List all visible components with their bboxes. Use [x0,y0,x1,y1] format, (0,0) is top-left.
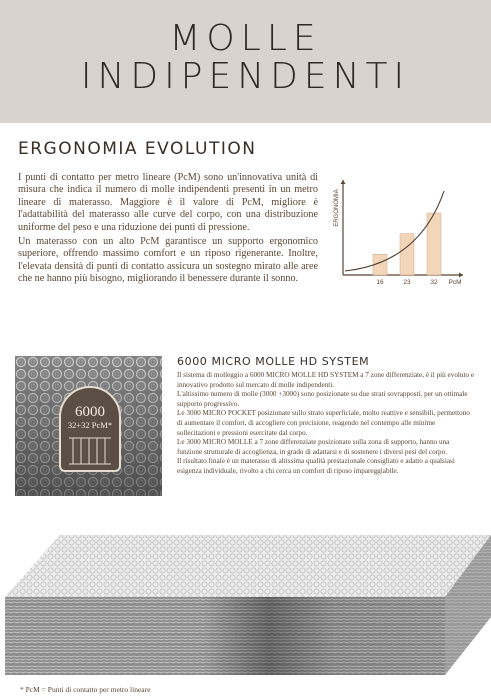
section-title: ERGONOMIA EVOLUTION [18,139,257,159]
spring-count-badge [59,386,121,472]
system-paragraph: Le 3000 MICRO MOLLE a 7 zone differenziate posizionate sulla zona di supporto, hanno una funzione strutturale di accoglienza, in grado di adattarsi e di sostenere i diversi pesi del corpo. [177,438,450,456]
header-banner [0,0,491,123]
mattress-illustration [5,525,491,680]
x-tick-label: 16 [376,279,384,286]
x-tick-label: 32 [430,279,438,286]
page-title-line1: MOLLE [169,18,322,59]
springs-photo [15,356,162,496]
system-title: 6000 MICRO MOLLE HD SYSTEM [177,355,370,368]
page-title-line2: INDIPENDENTI [80,56,411,97]
badge-count: 6000 [75,404,105,420]
section-paragraph-2: Un materasso con un alto PcM garantisce un supporto ergonomico superiore, offrendo massimo comfort e un riposo rigenerante. Inoltre, l'elevata densità di punti di contatto assicura un sostegno mirato alle aree che ne hanno più bisogno, migliorando il benessere durante il sonno. [18,236,318,285]
ergonomia-chart [325,165,475,290]
x-axis-label: PcM [448,279,462,286]
system-paragraph: Le 3000 MICRO POCKET posizionate sullo strato superficiale, molto reattive e sensibili, permettono di aumentare il comfort, di accogliere con precisione, reagendo nel contempo alle minime sollecitazioni e pressioni esercitate dal corpo. [177,409,470,437]
footnote: * PcM = Punti di contatto per metro lineare [20,685,151,694]
system-paragraph: L'altissimo numero di molle (3000 +3000) sono posizionate su due strati sovrapposti, per un ottimale supporto progressivo. [177,390,468,408]
badge-pcm: 32+32 PcM* [67,420,113,430]
section-paragraph-1: I punti di contatto per metro lineare (PcM) sono un'innovativa unità di misura che indica il numero di molle indipendenti presenti in un metro lineare di materasso. Maggiore è il valore di PcM, migliore è l'adattabilità del materasso alle curve del corpo, con una distribuzione uniforme del peso e una riduzione dei punti di pressione. [18,172,318,233]
x-tick-label: 23 [403,279,411,286]
x-axis-arrow [459,273,463,278]
chart-bar [400,234,414,275]
system-description [177,371,475,477]
system-paragraph: Il risultato finale è un materasso di altissima qualità prestazionale consigliato e adatto a qualsiasi esigenza individuale, rivolto a chi cerca un comfort di riposo impareggiabile. [177,457,455,475]
y-axis-arrow [341,180,346,184]
y-axis-label: ERGONOMIA [334,189,340,227]
system-paragraph: Il sistema di molleggio a 6000 MICRO MOLLE HD SYSTEM a 7 zone differenziate, è il più evoluto e innovativo prodotto sul mercato di molle indipendenti. [177,371,475,389]
spring-icon [65,434,115,468]
